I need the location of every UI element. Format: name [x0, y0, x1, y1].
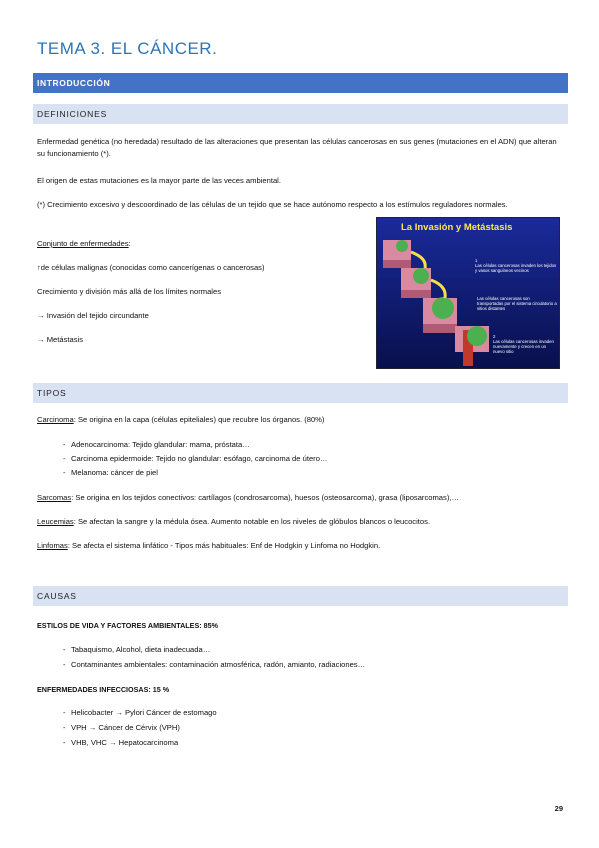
list-item: - Helicobacter → Pylori Cáncer de estomago [63, 708, 217, 717]
conjunto-heading: Conjunto de enfermedades: [37, 239, 131, 248]
list-item: - Adenocarcinoma: Tejido glandular: mama, próstata… [63, 440, 250, 449]
tissue-block-3 [423, 297, 457, 333]
tissue-block-2 [401, 268, 431, 298]
tipo-carcinoma: Carcinoma: Se origina en la capa (células epiteliales) que recubre los órganos. (80%) [37, 415, 325, 424]
definition-paragraph-2: El origen de estas mutaciones es la mayor parte de las veces ambiental. [37, 176, 281, 185]
tipo-leucemias: Leucemias: Se afectan la sangre y la médula ósea. Aumento notable en los niveles de glóbulos blancos o leucocitos. [37, 517, 431, 526]
invasion-metastasis-figure [376, 217, 560, 369]
list-item: - VHB, VHC → Hepatocarcinoma [63, 738, 179, 747]
section-header-definiciones: DEFINICIONES [33, 104, 568, 124]
definition-paragraph-1: Enfermedad genética (no heredada) resultado de las alteraciones que presentan las células cancerosas en sus genes (mutaciones en el ADN) que alteran su funcionamiento (*). [37, 137, 557, 158]
page-title: TEMA 3. EL CÁNCER. [37, 39, 218, 58]
tipo-sarcomas: Sarcomas: Se origina en los tejidos conectivos: cartílagos (condrosarcoma), huesos (osteosarcoma), grasa (liposarcomas),… [37, 493, 460, 502]
tissue-block-1 [383, 240, 411, 268]
figure-caption-3: 2 Las células cancerosas invaden nuevamente y crecen en un nuevo sitio [493, 334, 554, 354]
definition-line-3: → Invasión del tejido circundante [37, 311, 149, 320]
definition-line-4: → Metástasis [37, 335, 83, 344]
list-item: - Contaminantes ambientales: contaminación atmosférica, radón, amianto, radiaciones… [63, 660, 366, 669]
figure-caption-1: 1 Las células cancerosas invaden los tejidos y vasos sanguíneos vecinos [475, 258, 557, 273]
list-item: - Tabaquismo, Alcohol, dieta inadecuada… [63, 645, 211, 654]
section-header-introduccion: INTRODUCCIÓN [33, 73, 568, 93]
causas-heading-2: ENFERMEDADES INFECCIOSAS: 15 % [37, 685, 170, 694]
page-number: 29 [554, 804, 563, 813]
section-header-causas: CAUSAS [33, 586, 568, 606]
figure-caption-2: Las células cancerosas son transportadas por el sistema circulatorio a sitios distantes [477, 296, 557, 311]
tipo-linfomas: Linfomas: Se afecta el sistema linfático - Tipos más habituales: Enf de Hodgkin y Linfoma no Hodgkin. [37, 541, 381, 550]
figure-title: La Invasión y Metástasis [401, 222, 513, 233]
list-item: - VPH → Cáncer de Cérvix (VPH) [63, 723, 180, 732]
list-item: - Carcinoma epidermoide: Tejido no glandular: esófago, carcinoma de útero… [63, 454, 328, 463]
causas-heading-1: ESTILOS DE VIDA Y FACTORES AMBIENTALES: 85% [37, 621, 219, 630]
definition-paragraph-3: (*) Crecimiento excesivo y descoordinado de las células de un tejido que se hace autónomo respecto a los estímulos reguladores normales. [37, 200, 508, 209]
definition-line-1: ↑de células malignas (conocidas como cancerígenas o cancerosas) [37, 263, 265, 272]
section-header-tipos: TIPOS [33, 383, 568, 403]
definition-line-2: Crecimiento y división más allá de los límites normales [37, 287, 222, 296]
figure-illustration [377, 218, 559, 368]
list-item: - Melanoma: cáncer de piel [63, 468, 158, 477]
